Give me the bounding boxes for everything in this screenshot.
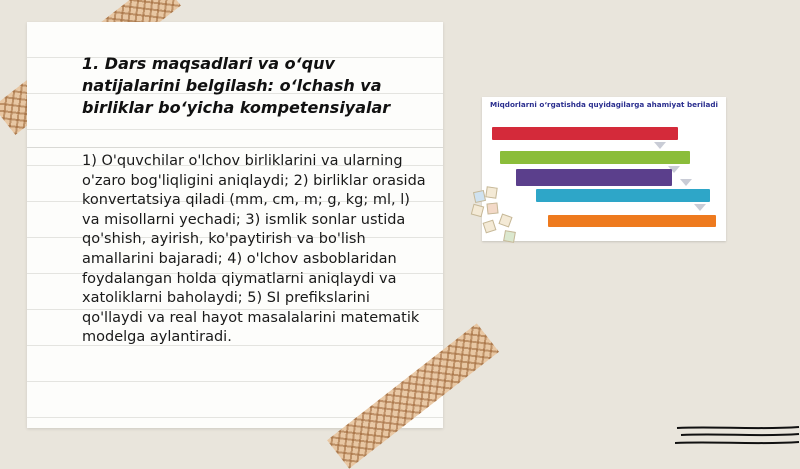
letter-blocks-decoration: [470, 185, 518, 243]
letter-block: [471, 204, 484, 217]
diagram-step-2: [500, 151, 690, 164]
slide-title: 1. Dars maqsadlari va o‘quv natijalarini belgilash: o‘lchash va birliklar bo‘yicha kompetensiyalar: [82, 54, 391, 117]
diagram-connector-1: [654, 142, 666, 149]
diagram-step-5: [548, 215, 716, 227]
letter-block: [503, 230, 516, 243]
diagram-connector-3: [680, 179, 692, 186]
diagram-title: Miqdorlarni o‘rgatishda quyidagilarga ahamiyat beriladi: [490, 100, 718, 109]
decorative-lines: [675, 425, 800, 450]
title-divider: [27, 147, 443, 148]
letter-block: [486, 202, 498, 214]
diagram-step-1: [492, 127, 678, 140]
letter-block: [485, 186, 497, 198]
diagram-connector-4: [694, 204, 706, 211]
diagram-step-3: [516, 169, 672, 186]
letter-block: [473, 190, 486, 203]
diagram-card: [482, 97, 726, 241]
diagram-step-4: [536, 189, 710, 202]
slide-body-text: 1) O'quvchilar o'lchov birliklarini va ularning o'zaro bog'liqligini aniqlaydi; 2) birliklar orasida konvertatsiya qiladi (mm, cm, m; g, kg; ml, l) va misollarni yechadi; 3) ismlik sonlar ustida qo'shish, ayirish, ko'paytirish va bo'lish amallarini bajaradi; 4) o'lchov asboblaridan foydalangan holda qiymatlarni aniqlaydi va xatoliklarni baholaydi; 5) SI prefikslarini qo'llaydi va real hayot masalalarini matematik modelga aylantiradi.: [82, 153, 426, 346]
letter-block: [483, 220, 497, 234]
letter-block: [498, 213, 512, 227]
